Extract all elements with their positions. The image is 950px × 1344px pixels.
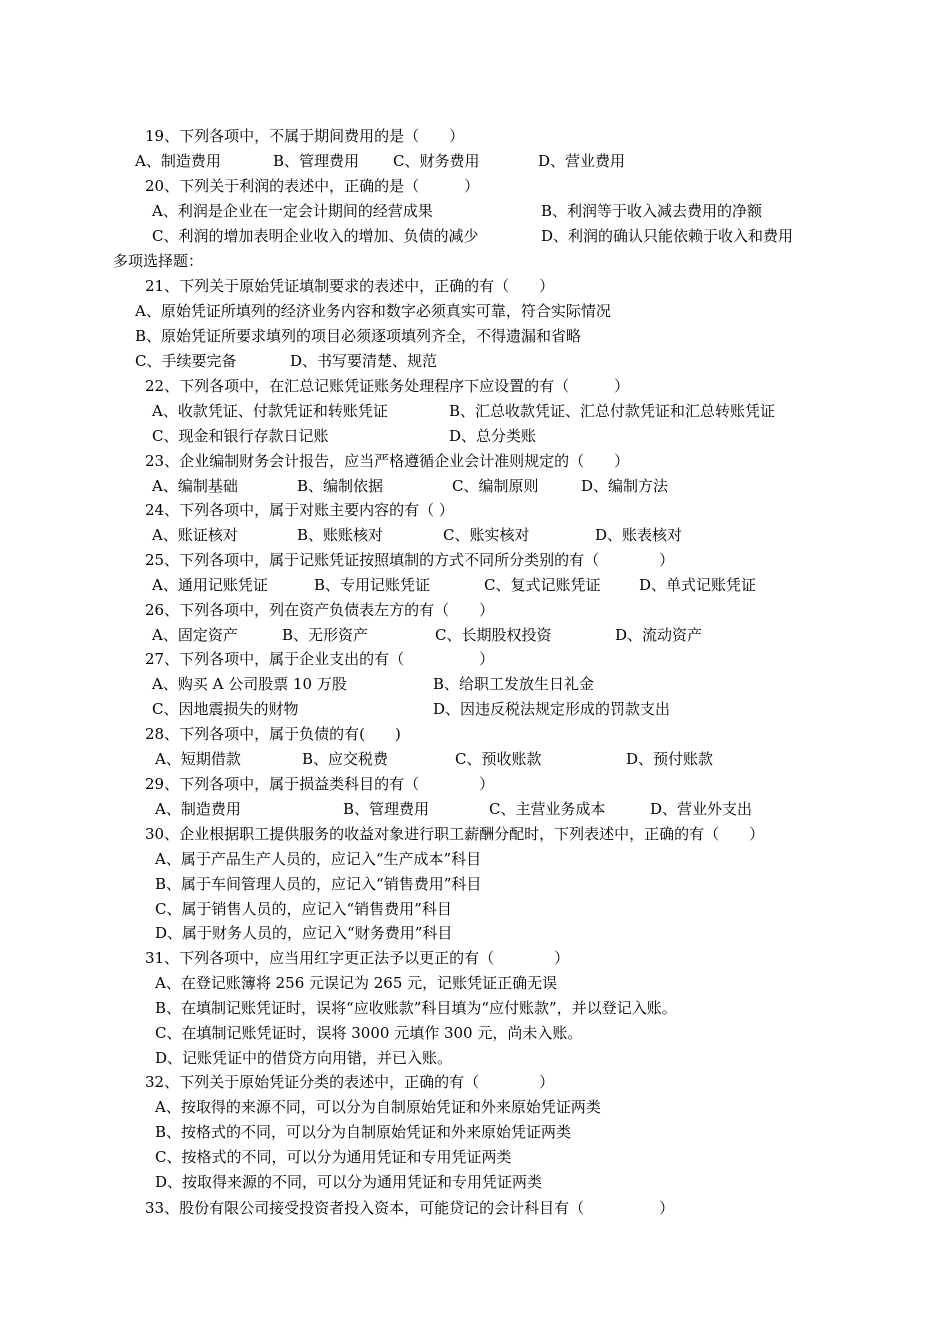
option-text: A、收款凭证、付款凭证和转账凭证: [152, 402, 388, 420]
line-text: 32、下列关于原始凭证分类的表述中，正确的有（ ）: [145, 1073, 555, 1091]
line-text: 23、企业编制财务会计报告，应当严格遵循企业会计准则规定的（ ）: [145, 452, 630, 470]
option-text: D、预付账款: [626, 750, 714, 768]
option-text: B、汇总收款凭证、汇总付款凭证和汇总转账凭证: [449, 402, 776, 420]
line-text: B、属于车间管理人员的，应记入“销售费用”科目: [155, 875, 482, 893]
line-text: C、在填制记账凭证时，误将 3000 元填作 300 元，尚未入账。: [155, 1024, 583, 1042]
line-text: 26、下列各项中，列在资产负债表左方的有（ ）: [145, 601, 495, 619]
line-text: B、在填制记账凭证时，误将“应收账款”科目填为“应付账款”，并以登记入账。: [155, 999, 677, 1017]
line-text: A、原始凭证所填列的经济业务内容和数字必须真实可靠，符合实际情况: [135, 302, 611, 320]
line-text: 19、下列各项中，不属于期间费用的是（ ）: [145, 127, 465, 145]
option-text: B、专用记账凭证: [314, 576, 431, 594]
option-text: C、账实核对: [443, 526, 530, 544]
option-text: C、因地震损失的财物: [152, 700, 299, 718]
line-text: 33、股份有限公司接受投资者投入资本，可能贷记的会计科目有（ ）: [145, 1199, 675, 1217]
option-text: D、书写要清楚、规范: [290, 352, 438, 370]
option-text: A、固定资产: [152, 626, 238, 644]
option-text: D、营业费用: [538, 152, 626, 170]
line-text: 29、下列各项中，属于损益类科目的有（ ）: [145, 775, 495, 793]
option-text: B、编制依据: [297, 477, 384, 495]
option-text: C、利润的增加表明企业收入的增加、负债的减少: [152, 227, 479, 245]
line-text: A、在登记账簿将 256 元误记为 265 元，记账凭证正确无误: [155, 974, 558, 992]
line-text: C、按格式的不同，可以分为通用凭证和专用凭证两类: [155, 1148, 512, 1166]
option-text: A、通用记账凭证: [152, 576, 268, 594]
option-text: C、编制原则: [452, 477, 539, 495]
line-text: B、原始凭证所要求填列的项目必须逐项填列齐全，不得遗漏和省略: [135, 327, 582, 345]
option-text: D、总分类账: [449, 427, 537, 445]
option-text: D、编制方法: [581, 477, 669, 495]
option-text: C、现金和银行存款日记账: [152, 427, 329, 445]
option-text: C、复式记账凭证: [484, 576, 601, 594]
option-text: A、账证核对: [152, 526, 238, 544]
option-text: D、营业外支出: [650, 800, 753, 818]
line-text: 30、企业根据职工提供服务的收益对象进行职工薪酬分配时，下列表述中，正确的有（ ）: [145, 825, 765, 843]
option-text: B、账账核对: [297, 526, 384, 544]
option-text: B、应交税费: [302, 750, 389, 768]
line-text: 20、下列关于利润的表述中，正确的是（ ）: [145, 177, 480, 195]
line-text: 27、下列各项中，属于企业支出的有（ ）: [145, 650, 495, 668]
option-text: C、主营业务成本: [489, 800, 606, 818]
line-text: 24、下列各项中，属于对账主要内容的有（ ）: [145, 501, 454, 519]
option-text: A、短期借款: [155, 750, 241, 768]
option-text: B、无形资产: [282, 626, 369, 644]
option-text: D、流动资产: [615, 626, 703, 644]
line-text: D、属于财务人员的，应记入“财务费用”科目: [155, 924, 453, 942]
option-text: B、管理费用: [273, 152, 360, 170]
line-text: 25、下列各项中，属于记账凭证按照填制的方式不同所分类别的有（ ）: [145, 551, 675, 569]
line-text: 22、下列各项中，在汇总记账凭证账务处理程序下应设置的有（ ）: [145, 377, 630, 395]
option-text: B、给职工发放生日礼金: [433, 675, 595, 693]
option-text: C、财务费用: [393, 152, 480, 170]
option-text: A、购买 A 公司股票 10 万股: [152, 675, 347, 693]
option-text: D、账表核对: [595, 526, 683, 544]
option-text: C、手续要完备: [135, 352, 237, 370]
line-text: 28、下列各项中，属于负债的有( ): [145, 725, 401, 743]
option-text: B、管理费用: [343, 800, 430, 818]
option-text: D、因违反税法规定形成的罚款支出: [433, 700, 671, 718]
line-text: 31、下列各项中，应当用红字更正法予以更正的有（ ）: [145, 949, 570, 967]
option-text: B、利润等于收入减去费用的净额: [541, 202, 763, 220]
option-text: A、编制基础: [152, 477, 238, 495]
option-text: A、利润是企业在一定会计期间的经营成果: [152, 202, 433, 220]
line-text: D、按取得来源的不同，可以分为通用凭证和专用凭证两类: [155, 1173, 543, 1191]
option-text: A、制造费用: [155, 800, 241, 818]
option-text: D、利润的确认只能依赖于收入和费用: [541, 227, 794, 245]
option-text: C、预收账款: [455, 750, 542, 768]
line-text: C、属于销售人员的，应记入“销售费用”科目: [155, 900, 452, 918]
line-text: 21、下列关于原始凭证填制要求的表述中，正确的有（ ）: [145, 277, 555, 295]
line-text: A、按取得的来源不同，可以分为自制原始凭证和外来原始凭证两类: [155, 1098, 601, 1116]
line-text: D、记账凭证中的借贷方向用错，并已入账。: [155, 1049, 453, 1067]
line-text: A、属于产品生产人员的，应记入“生产成本”科目: [155, 850, 482, 868]
option-text: A、制造费用: [135, 152, 221, 170]
line-text: B、按格式的不同，可以分为自制原始凭证和外来原始凭证两类: [155, 1123, 572, 1141]
option-text: C、长期股权投资: [435, 626, 552, 644]
option-text: D、单式记账凭证: [639, 576, 757, 594]
line-text: 多项选择题：: [113, 252, 204, 270]
